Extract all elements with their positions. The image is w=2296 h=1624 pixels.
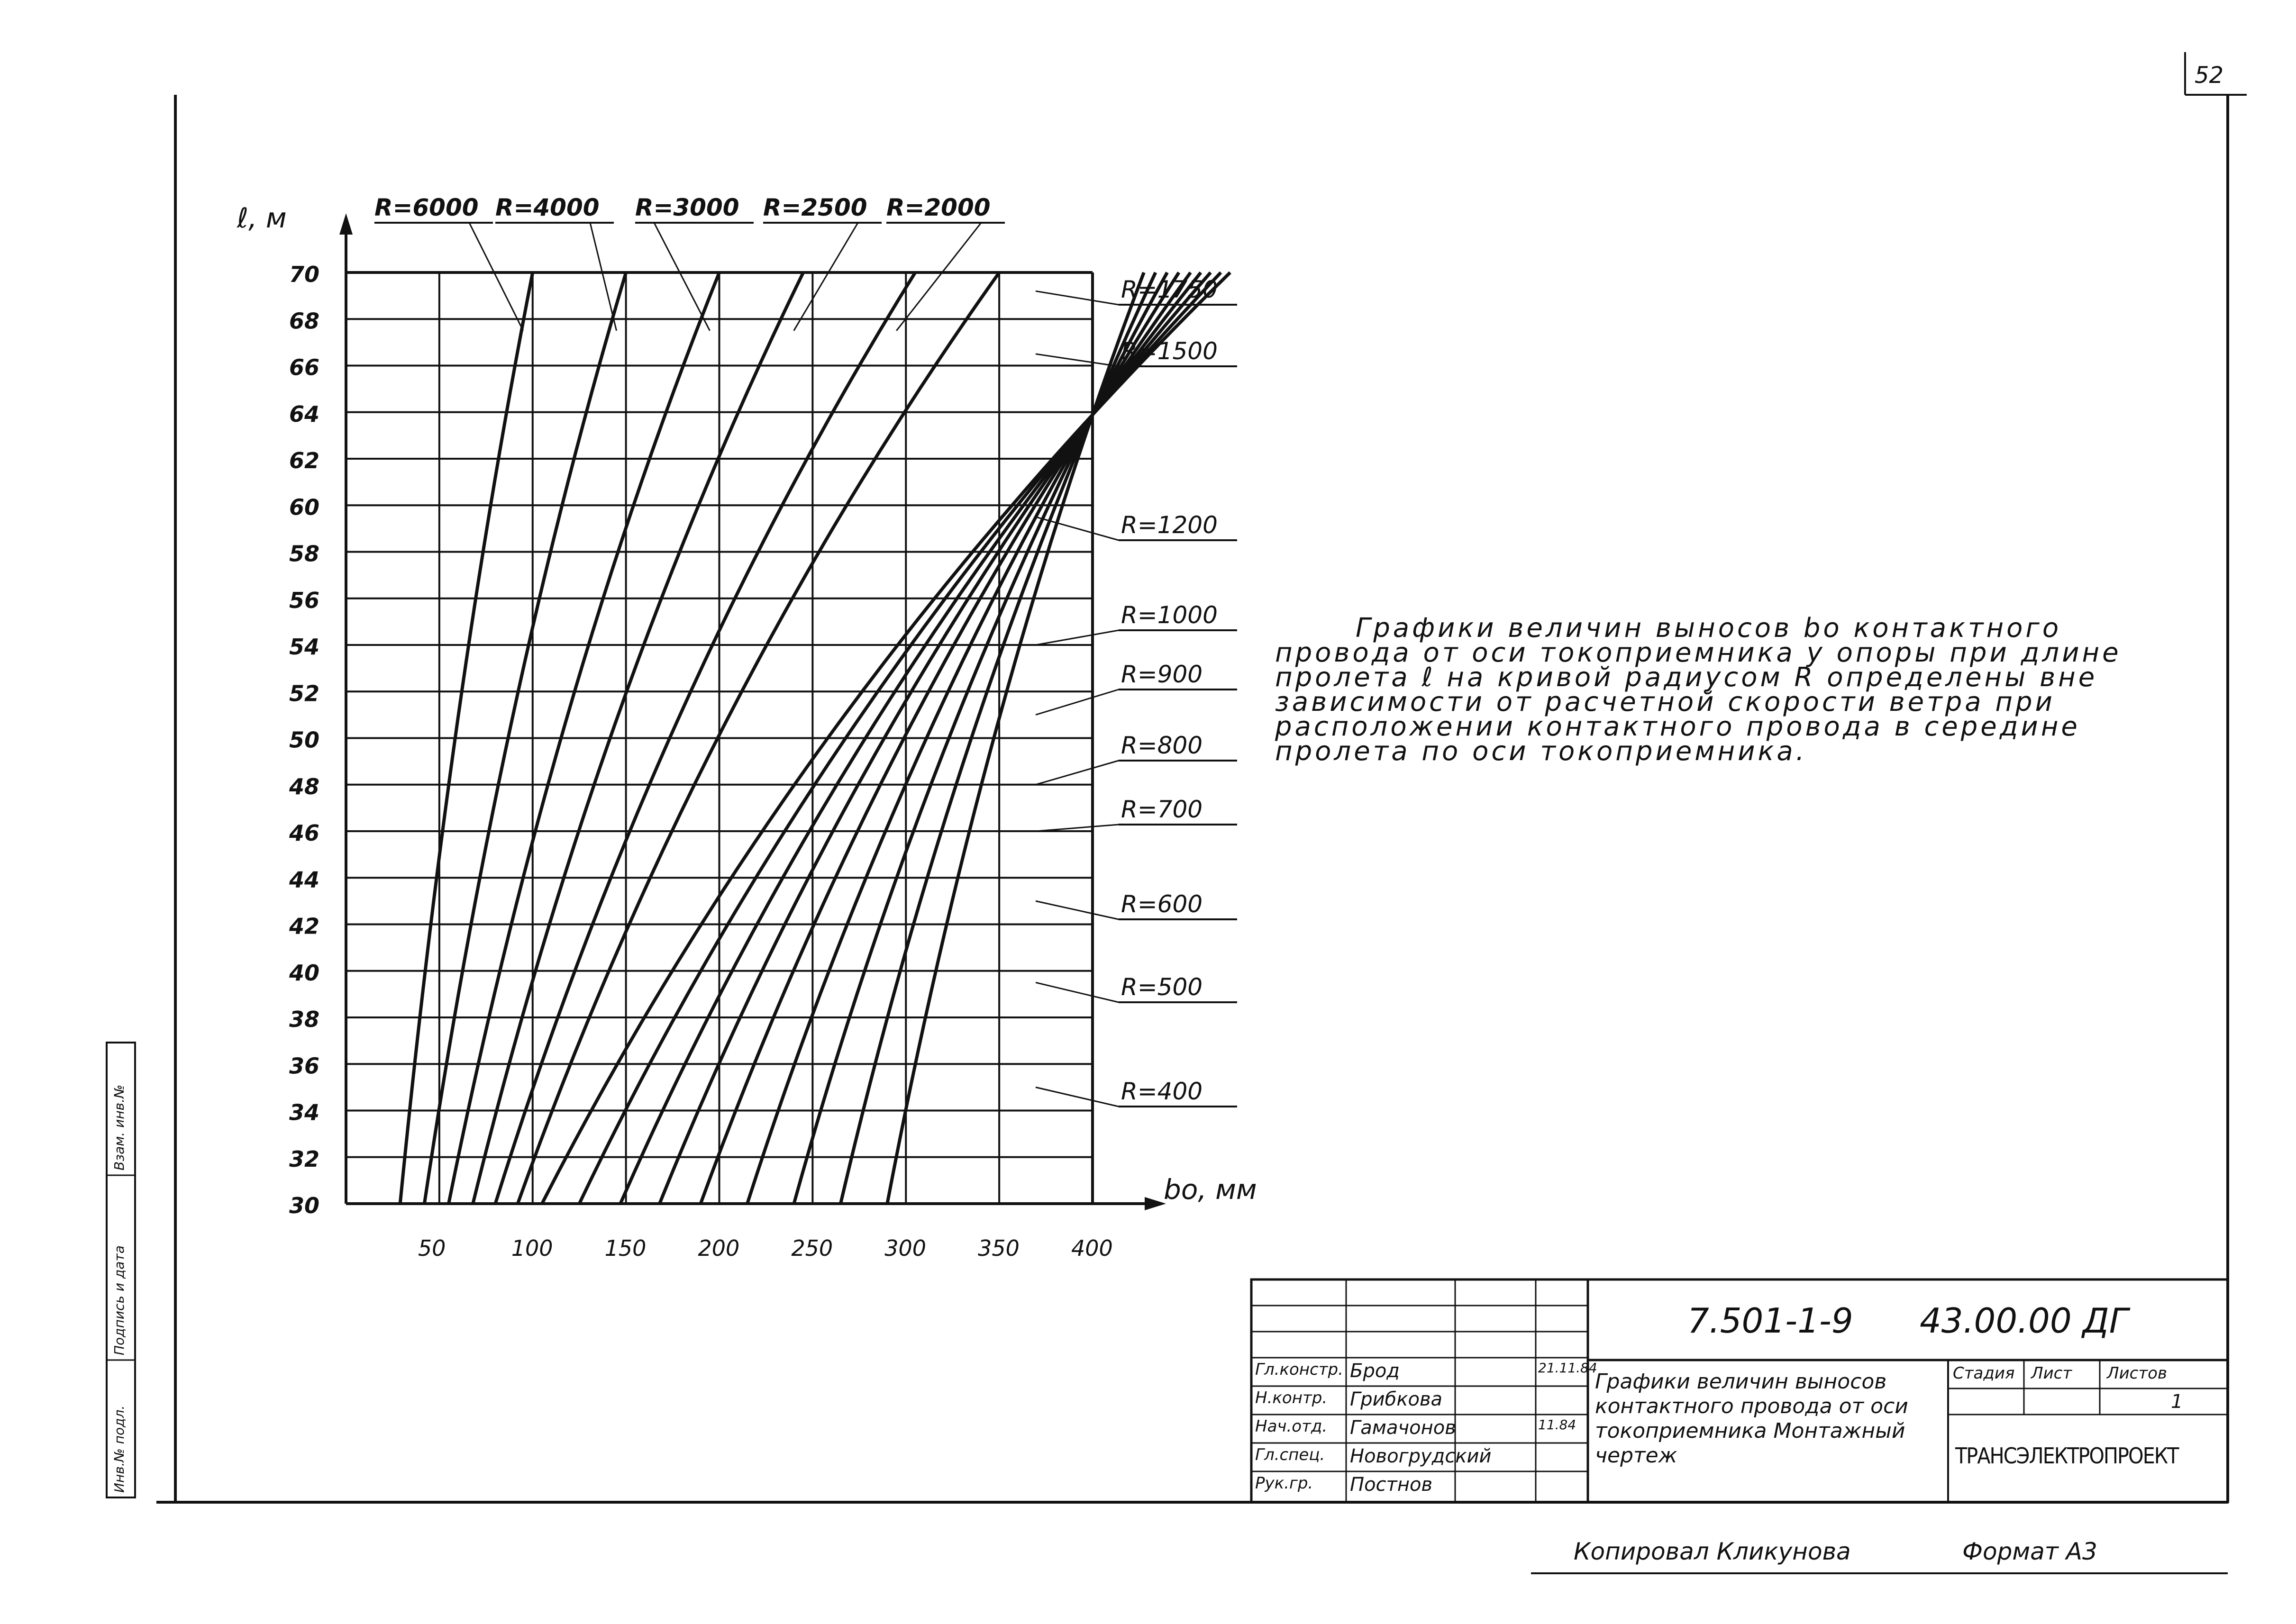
role-role: Н.контр. xyxy=(1255,1388,1328,1407)
role-name: Гамачонов xyxy=(1350,1417,1456,1439)
sheets-label: Листов xyxy=(2107,1364,2168,1383)
x-tick-label: 300 xyxy=(884,1235,927,1261)
x-axis-label: bо, мм xyxy=(1164,1173,1257,1206)
y-tick-label: 58 xyxy=(289,541,320,567)
leader-line xyxy=(1036,630,1119,645)
copied-by: Копировал Кликунова xyxy=(1574,1538,1851,1565)
y-tick-label: 38 xyxy=(289,1007,320,1032)
y-tick-label: 40 xyxy=(289,960,320,986)
leader-line xyxy=(1036,825,1119,831)
page-number: 52 xyxy=(2195,62,2224,89)
chart-area xyxy=(237,194,1257,1261)
leader-line xyxy=(1036,690,1119,715)
chart-note-text: Графики величин выносов bо контактного провода от оси токоприемника у опоры при длине пролета ℓ на кривой радиусом R определены вне зависимости от расчетной скорости ветра при расположении контактного провода в середине пролета по оси токоприемника. xyxy=(1275,613,2122,767)
sheets-value: 1 xyxy=(2171,1391,2183,1413)
series-label-right: R=800 xyxy=(1121,732,1203,759)
x-tick-label: 150 xyxy=(604,1235,647,1261)
series-label-top: R=4000 xyxy=(495,194,600,221)
role-role: Гл.констр. xyxy=(1255,1360,1343,1379)
side-tab-inv-label: Инв.№ подл. xyxy=(111,1405,127,1493)
y-tick-label: 44 xyxy=(289,867,320,893)
series-label-right: R=1000 xyxy=(1121,601,1218,629)
x-tick-label: 200 xyxy=(698,1235,740,1261)
side-tab-replace-label: Взам. инв.№ xyxy=(111,1084,127,1170)
title-block-title: Графики величин выносов контактного провода от оси токоприемника Монтажный чертеж xyxy=(1595,1370,1908,1468)
series-label-right: R=1200 xyxy=(1121,511,1218,539)
leader-line xyxy=(590,223,617,331)
leader-line xyxy=(1036,354,1119,366)
role-role: Рук.гр. xyxy=(1255,1474,1313,1493)
organization: ТРАНСЭЛЕКТРОПРОЕКТ xyxy=(1955,1443,2178,1469)
x-tick-label: 400 xyxy=(1071,1235,1113,1261)
y-tick-label: 46 xyxy=(289,820,320,846)
leader-line xyxy=(654,223,710,331)
stage-label: Стадия xyxy=(1953,1364,2015,1383)
series-label-top: R=3000 xyxy=(635,194,739,221)
role-date: 11.84 xyxy=(1538,1417,1576,1433)
role-date: 21.11.84 xyxy=(1538,1360,1597,1376)
x-tick-label: 50 xyxy=(418,1235,446,1261)
series-label-right: R=1750 xyxy=(1121,276,1218,303)
series-label-top: R=6000 xyxy=(374,194,479,221)
y-tick-label: 68 xyxy=(289,308,320,334)
leader-line xyxy=(1036,291,1119,305)
y-tick-label: 36 xyxy=(289,1053,320,1079)
y-tick-label: 64 xyxy=(289,401,320,427)
series-label-right: R=500 xyxy=(1121,973,1203,1001)
y-tick-label: 30 xyxy=(289,1193,320,1218)
role-name: Постнов xyxy=(1350,1474,1433,1496)
y-tick-label: 62 xyxy=(289,448,320,473)
y-axis-label: ℓ, м xyxy=(237,202,287,234)
role-role: Гл.спец. xyxy=(1255,1445,1325,1464)
role-name: Брод xyxy=(1350,1360,1400,1382)
leader-line xyxy=(1036,761,1119,785)
x-tick-label: 350 xyxy=(978,1235,1020,1261)
series-label-top: R=2500 xyxy=(763,194,867,221)
title-block-doc-number: 43.00.00 ДГ xyxy=(1920,1301,2128,1341)
series-label-right: R=600 xyxy=(1121,890,1203,918)
format-label: Формат А3 xyxy=(1962,1538,2097,1565)
side-tab-sign-label: Подпись и дата xyxy=(111,1245,127,1355)
chart-note xyxy=(1275,613,2176,767)
leader-line xyxy=(1036,1087,1119,1107)
y-tick-label: 66 xyxy=(289,354,320,381)
role-role: Нач.отд. xyxy=(1255,1417,1328,1436)
y-tick-label: 60 xyxy=(289,494,320,520)
leader-line xyxy=(1036,901,1119,919)
y-tick-label: 32 xyxy=(289,1146,320,1172)
y-tick-label: 70 xyxy=(289,262,320,287)
x-axis-arrow xyxy=(1145,1197,1166,1210)
series-label-top: R=2000 xyxy=(886,194,991,221)
title-block-code: 7.501-1-9 xyxy=(1687,1301,1853,1341)
series-label-right: R=1500 xyxy=(1121,337,1218,365)
x-tick-label: 250 xyxy=(791,1235,833,1261)
sheet-label: Лист xyxy=(2031,1364,2072,1383)
y-tick-label: 54 xyxy=(289,634,320,660)
y-tick-label: 34 xyxy=(289,1099,320,1125)
leader-line xyxy=(1036,982,1119,1002)
y-tick-label: 50 xyxy=(289,727,320,753)
x-tick-label: 100 xyxy=(511,1235,553,1261)
y-tick-label: 42 xyxy=(289,913,320,939)
y-tick-label: 48 xyxy=(289,773,320,799)
leader-line xyxy=(794,223,858,331)
series-label-right: R=700 xyxy=(1121,796,1203,823)
series-label-right: R=900 xyxy=(1121,661,1203,688)
y-tick-label: 56 xyxy=(289,587,320,613)
series-label-right: R=400 xyxy=(1121,1078,1203,1105)
role-name: Новогрудский xyxy=(1350,1445,1492,1467)
y-axis-arrow xyxy=(339,213,353,235)
y-tick-label: 52 xyxy=(289,680,320,707)
leader-line xyxy=(469,223,523,331)
role-name: Грибкова xyxy=(1350,1388,1443,1410)
